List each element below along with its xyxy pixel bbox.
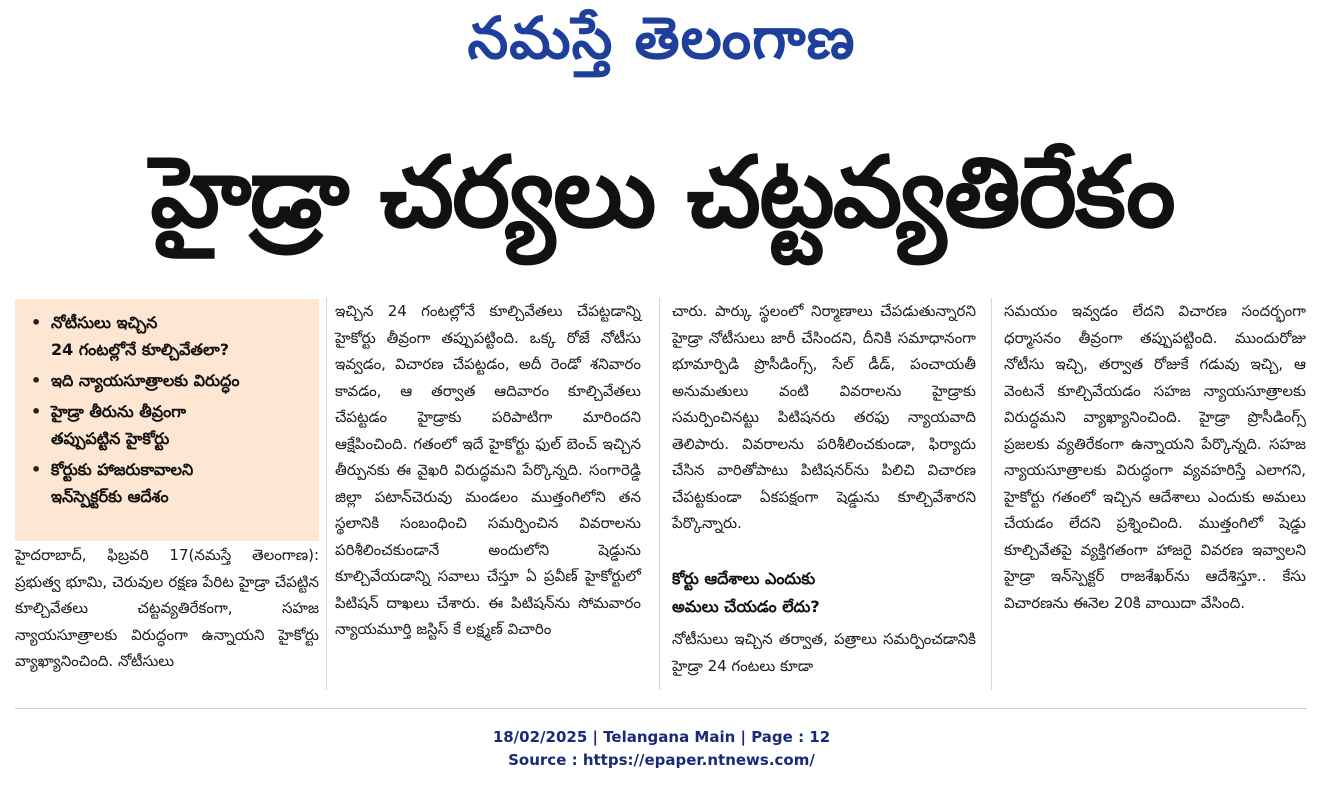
highlight-text: నోటీసులు ఇచ్చిన 24 గంటల్లోనే కూల్చివేతలా?	[51, 313, 230, 359]
bullet-icon: •	[31, 402, 42, 421]
highlight-text: హైడ్రా తీరును తీవ్రంగా తప్పుపట్టిన హైకోర్టు	[51, 402, 187, 448]
highlight-text: ఇది న్యాయసూత్రాలకు విరుద్ధం	[51, 371, 240, 390]
article-column-2: ఇచ్చిన 24 గంటల్లోనే కూల్చివేతలు చేపట్టడాన్ని హైకోర్టు తీవ్రంగా తప్పుపట్టింది. ఒక్క రోజే నోటీసు ఇవ్వడం, విచారణ చేపట్టడం, అదీ రెండో శనివారం కావడం, ఆ తర్వాత ఆదివారం కూల్చివేతలు చేపట్టడం హైడ్రాకు పరిపాటిగా మారిందని ఆక్షేపించింది. గతంలో ఇదే హైకోర్టు ఫుల్‌ బెంచ్‌ ఇచ్చిన తీర్పునకు ఈ వైఖరి విరుద్ధమని పేర్కొన్నది. సంగారెడ్డి జిల్లా పటాన్‌చెరువు మండలం ముత్తంగిలోని తన స్థలానికి సంబంధించి సమర్పించిన వివరాలను పరిశీలించకుండానే అందులోని షెడ్డును కూల్చివేయడాన్ని సవాలు చేస్తూ ఏ ప్రవీణ్‌ హైకోర్టులో పిటిషన్‌ దాఖలు చేశారు. ఈ పిటిషన్‌ను సోమవారం న్యాయమూర్తి జస్టిస్‌ కే లక్ష్మణ్‌ విచారిం	[335, 302, 641, 638]
bullet-icon: •	[31, 371, 42, 390]
headline: హైడ్రా చర్యలు చట్టవ్యతిరేకం	[150, 136, 1174, 250]
bullet-icon: •	[31, 313, 42, 332]
highlight-item	[25, 398, 313, 452]
highlight-item	[25, 367, 313, 394]
highlight-item	[25, 309, 313, 363]
article-column-4: సమయం ఇవ్వడం లేదని విచారణ సందర్భంగా ధర్మాసనం తీవ్రంగా తప్పుపట్టింది. ముందురోజు నోటీసు ఇచ్చి, తర్వాత రోజుకే గడువు ఇచ్చి, ఆ వెంటనే కూల్చివేయడం సహజ న్యాయసూత్రాలకు విరుద్ధమని వ్యాఖ్యానించింది. హైడ్రా ప్రొసీడింగ్స్‌ ప్రజలకు వ్యతిరేకంగా ఉన్నాయని పేర్కొన్నది. సహజ న్యాయసూత్రాలకు విరుద్ధంగా వ్యవహరిస్తే ఎలాగని, హైకోర్టు గతంలో ఇచ్చిన ఆదేశాలు ఎందుకు అమలు చేయడం లేదని ప్రశ్నించింది. ముత్తంగిలో షెడ్డు కూల్చివేతపై వ్యక్తిగతంగా హాజరై వివరణ ఇవ్వాలని హైడ్రా ఇన్‌స్పెక్టర్‌ రాజశేఖర్‌ను ఆదేశిస్తూ.. కేసు విచారణను ఈనెల 20కి వాయిదా వేసింది.	[1004, 302, 1306, 612]
article-column-1: హైదరాబాద్‌, ఫిబ్రవరి 17(నమస్తే తెలంగాణ): ప్రభుత్వ భూమి, చెరువుల రక్షణ పేరిట హైడ్రా చేపట్టిన కూల్చివేతలు చట్టవ్యతిరేకంగా, సహజ న్యాయసూత్రాలకు విరుద్ధంగా ఉన్నాయని హైకోర్టు వ్యాఖ్యానించింది. నోటీసులు	[15, 546, 319, 670]
footer-divider	[15, 708, 1307, 709]
footer-source-link[interactable]: Source : https://epaper.ntnews.com/	[508, 751, 815, 769]
bullet-icon: •	[31, 460, 42, 479]
article-column-3-continued: నోటీసులు ఇచ్చిన తర్వాత, పత్రాలు సమర్పించడానికి హైడ్రా 24 గంటలు కూడా	[672, 630, 976, 675]
article-column-3: చారు. పార్కు స్థలంలో నిర్మాణాలు చేపడుతున్నారని హైడ్రా నోటీసులు జారీ చేసిందని, దీనికి సమాధానంగా భూమార్పిడి ప్రొసీడింగ్స్‌, సేల్‌ డీడ్‌, పంచాయతీ అనుమతులు వంటి వివరాలను హైడ్రాకు సమర్పించినట్టు పిటిషనరు తరఫు న్యాయవాది తెలిపారు. వివరాలను పరిశీలించకుండా, ఫిర్యాదు చేసిన వారితోపాటు పిటిషనర్‌ను పిలిచి విచారణ చేపట్టకుండా ఏకపక్షంగా షెడ్డును కూల్చివేశారని పేర్కొన్నారు.	[672, 302, 976, 532]
column-divider	[991, 298, 992, 690]
masthead-logo: నమస్తే తెలంగాణ	[467, 4, 856, 72]
highlight-item	[25, 456, 313, 510]
article-subheading: కోర్టు ఆదేశాలు ఎందుకు అమలు చేయడం లేదు?	[672, 569, 820, 616]
column-divider	[659, 298, 660, 690]
highlights-box	[15, 299, 319, 541]
column-divider	[326, 298, 327, 690]
highlight-text: కోర్టుకు హాజరుకావాలని ఇన్‌స్పెక్టర్‌కు ఆదేశం	[51, 460, 194, 506]
footer-date-page: 18/02/2025 | Telangana Main | Page : 12	[492, 728, 831, 746]
